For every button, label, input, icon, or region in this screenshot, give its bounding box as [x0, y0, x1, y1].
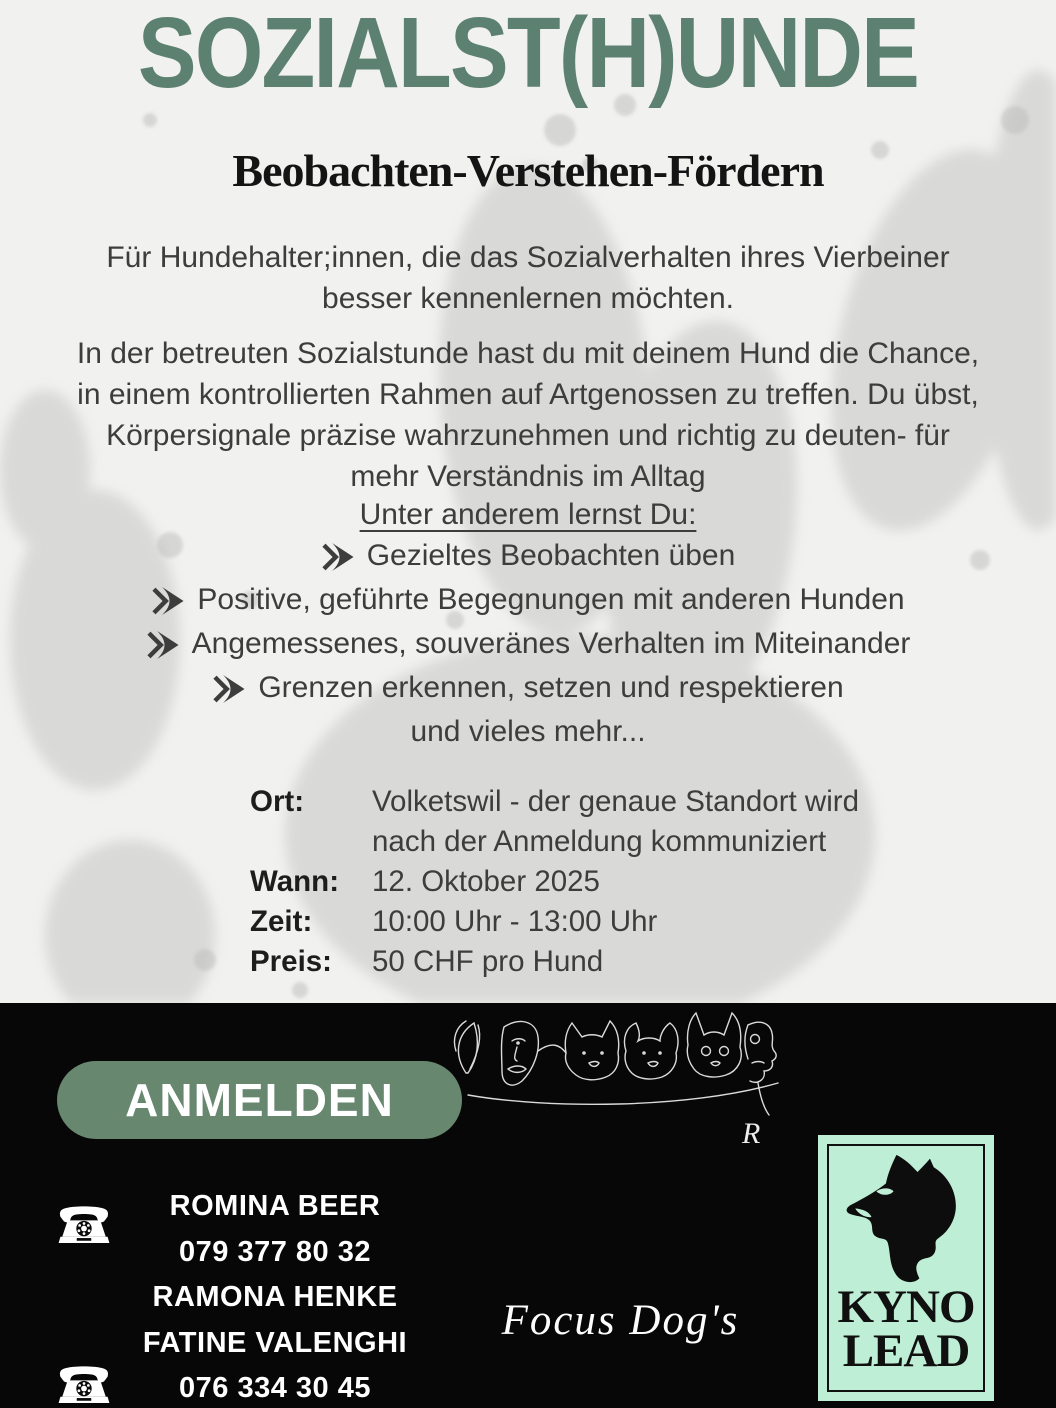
detail-value: Volketswil - der genaue Standort wird nach der Anmeldung kommuniziert [372, 785, 860, 858]
footer-band [0, 1003, 1056, 1408]
detail-row-preis [250, 942, 859, 982]
list-item-label: Gezieltes Beobachten üben [366, 539, 736, 572]
arrow-bullet-icon [212, 674, 246, 704]
intro-paragraph [0, 237, 1056, 319]
list-item-label: Positive, geführte Begegnungen mit anderen Hunden [197, 583, 905, 616]
detail-value: 12. Oktober 2025 [372, 865, 600, 898]
detail-value: 50 CHF pro Hund [372, 945, 604, 978]
contact-name: RAMONA HENKE [152, 1281, 398, 1313]
learn-list [0, 534, 1056, 710]
intro-line: besser kennenlernen möchten. [322, 282, 734, 315]
page-subtitle: Beobachten-Verstehen-Fördern [232, 145, 824, 196]
detail-label: Wann: [250, 865, 340, 898]
arrow-bullet-icon [146, 630, 180, 660]
list-item-label: Angemessenes, souveränes Verhalten im Miteinander [191, 627, 911, 660]
detail-row-zeit [250, 902, 859, 942]
intro-line: Für Hundehalter;innen, die das Sozialverhalten ihres Vierbeiner [106, 241, 950, 274]
contact-phone-number: 076 334 30 45 [179, 1372, 371, 1404]
contact-name: FATINE VALENGHI [142, 1326, 408, 1359]
kyno-wordmark-line: KYNO [837, 1281, 975, 1333]
focus-dogs-line-art [448, 1011, 793, 1161]
page-title: SOZIALST(H)UNDE [137, 0, 919, 109]
arrow-bullet-icon [321, 542, 355, 572]
kyno-wordmark-line: LEAD [842, 1325, 970, 1377]
detail-label: Zeit: [250, 905, 313, 938]
list-item [0, 534, 1056, 578]
arrow-bullet-icon [151, 586, 185, 616]
kyno-wordmark [818, 1281, 994, 1377]
event-details [250, 782, 859, 982]
detail-row-wann [250, 862, 859, 902]
kyno-lead-logo [818, 1135, 994, 1401]
anmelden-button[interactable]: ANMELDEN [57, 1061, 462, 1139]
dog-head-icon [842, 1151, 970, 1285]
learn-heading: Unter anderem lernst Du: [359, 498, 697, 531]
list-item [0, 622, 1056, 666]
description-line: in einem kontrollierten Rahmen auf Artgenossen zu treffen. Du übst, [77, 378, 979, 411]
contact-phone-number: 079 377 80 32 [179, 1235, 371, 1268]
list-item-label: Grenzen erkennen, setzen und respektieren [258, 671, 844, 704]
description-paragraph [0, 333, 1056, 497]
learn-more-text: und vieles mehr... [410, 715, 646, 748]
list-item [0, 666, 1056, 710]
description-line: mehr Verständnis im Alltag [350, 460, 706, 493]
list-item [0, 578, 1056, 622]
contact-block [75, 1184, 475, 1408]
contact-name: ROMINA BEER [169, 1190, 381, 1222]
detail-row-ort [250, 782, 859, 862]
focus-dogs-wordmark: Focus Dog's [501, 1297, 740, 1344]
detail-value: 10:00 Uhr - 13:00 Uhr [372, 905, 658, 938]
detail-label: Preis: [250, 945, 332, 978]
description-line: Körpersignale präzise wahrzunehmen und richtig zu deuten- für [106, 419, 950, 452]
focus-signature: R [742, 1117, 761, 1150]
detail-label: Ort: [250, 785, 305, 818]
description-line: In der betreuten Sozialstunde hast du mit deinem Hund die Chance, [76, 337, 980, 370]
